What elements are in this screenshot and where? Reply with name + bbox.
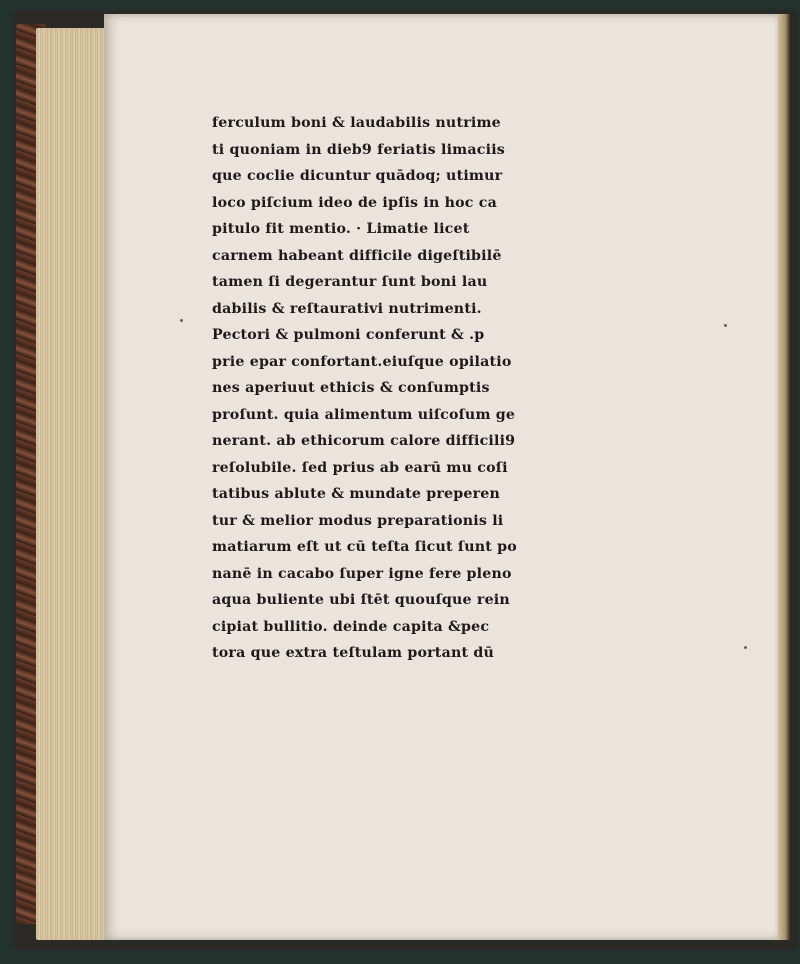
text-line: nanē in cacabo ſuper igne fere pleno (212, 565, 512, 582)
text-line: cipiat bullitio. deinde capita &pec (212, 618, 490, 635)
text-line: prie epar confortant.eiuſque opilatio (212, 353, 512, 370)
text-line: dabilis & reſtaurativi nutrimenti. (212, 300, 482, 317)
text-line: Pectori & pulmoni conferunt & .p (212, 327, 485, 343)
text-block (212, 110, 572, 667)
ink-speck (724, 324, 727, 327)
text-line: loco piſcium ideo de ipſis in hoc ca (212, 194, 497, 211)
text-line: que coclie dicuntur quādoq; utimur (212, 168, 503, 184)
text-line: nes aperiuut ethicis & conſumptis (212, 380, 490, 396)
page-edges (36, 28, 108, 940)
text-line: nerant. ab ethicorum calore difficili9 (212, 433, 516, 449)
text-line: tur & melior modus preparationis li (212, 512, 504, 529)
text-line: ti quoniam in dieb9 feriatis limaciis (212, 141, 505, 158)
text-line: tamen ſi degerantur ſunt boni lau (212, 274, 488, 290)
ink-speck (744, 646, 747, 649)
ink-speck (180, 319, 183, 322)
text-line: aqua buliente ubi ſtēt quouſque rein (212, 592, 510, 608)
text-line: tora que extra teſtulam portant dū (212, 645, 495, 661)
text-line: pitulo fit mentio. · Limatie licet (212, 221, 470, 237)
text-line: ferculum boni & laudabilis nutrime (212, 115, 501, 131)
text-line: matiarum eſt ut cū teſta ſicut ſunt po (212, 539, 517, 555)
text-line: carnem habeant difficile digeſtibilē (212, 247, 502, 264)
text-line: tatibus ablute & mundate preperen (212, 486, 500, 502)
text-line: proſunt. quia alimentum uiſcoſum ge (212, 406, 516, 423)
page-right-edge (778, 14, 790, 940)
text-line: reſolubile. ſed prius ab earū mu coſi (212, 459, 508, 476)
